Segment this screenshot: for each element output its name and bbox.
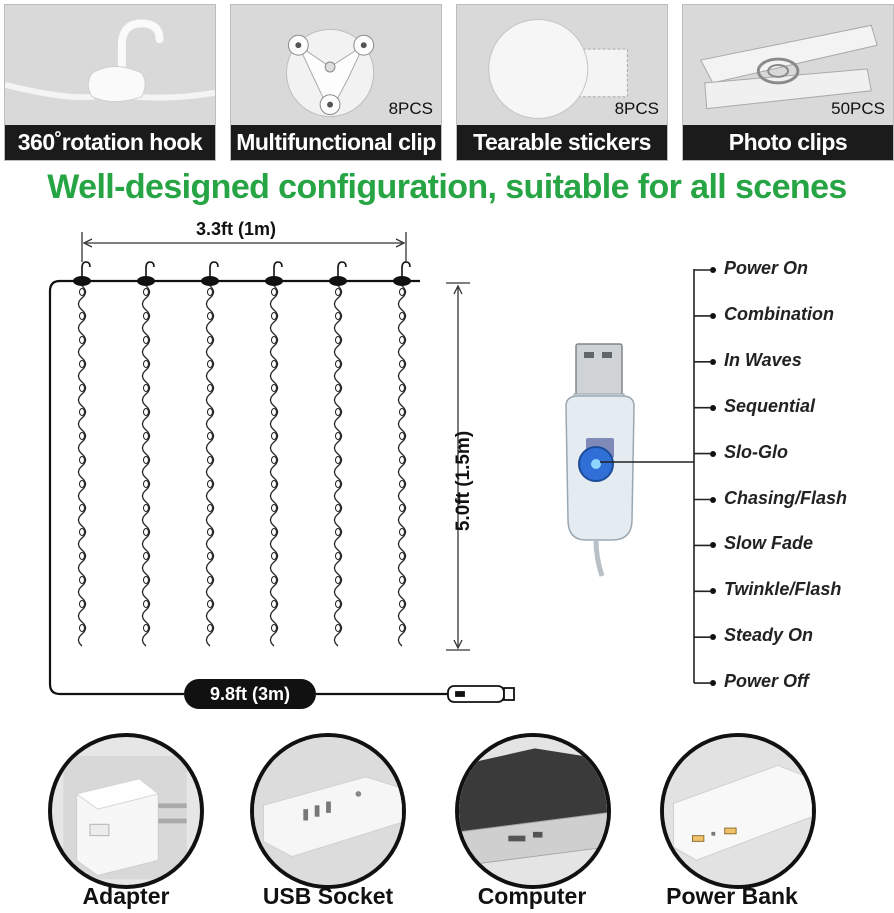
led-bulb xyxy=(336,577,341,584)
clip-icon xyxy=(393,276,411,286)
led-bulb xyxy=(272,505,277,512)
led-bulb xyxy=(80,529,85,536)
led-bulb xyxy=(208,337,213,344)
led-bulb xyxy=(272,289,277,296)
led-bulb xyxy=(336,601,341,608)
led-bulb xyxy=(208,289,213,296)
led-bulb xyxy=(80,457,85,464)
light-strand xyxy=(201,262,219,646)
strand-wire xyxy=(207,286,214,646)
power-source-power-bank xyxy=(660,733,816,889)
led-bulb xyxy=(80,289,85,296)
clip-icon xyxy=(137,276,155,286)
bullet-dot xyxy=(710,313,716,319)
bullet-dot xyxy=(710,451,716,457)
led-bulb xyxy=(144,601,149,608)
led-bulb xyxy=(80,361,85,368)
modes-connector xyxy=(600,255,710,695)
rotation-hook-image xyxy=(5,5,215,127)
led-bulb xyxy=(208,505,213,512)
power-source-label: Power Bank xyxy=(666,883,798,909)
led-bulb xyxy=(336,625,341,632)
height-label: 5.0ft (1.5m) xyxy=(453,430,474,532)
accessory-count: 8PCS xyxy=(614,99,659,118)
accessory-caption: Tearable stickers xyxy=(457,125,667,160)
led-bulb xyxy=(272,361,277,368)
power-source-usb-socket xyxy=(250,733,406,889)
led-bulb xyxy=(208,433,213,440)
led-bulb xyxy=(80,625,85,632)
led-bulb xyxy=(208,577,213,584)
led-bulb xyxy=(80,577,85,584)
led-bulb xyxy=(336,457,341,464)
led-bulb xyxy=(400,481,405,488)
led-bulb xyxy=(272,313,277,320)
bullet-dot xyxy=(710,634,716,640)
led-bulb xyxy=(336,529,341,536)
led-bulb xyxy=(208,481,213,488)
power-source-label: USB Socket xyxy=(262,883,394,909)
light-strand xyxy=(73,262,91,646)
led-bulb xyxy=(336,289,341,296)
led-bulb xyxy=(144,313,149,320)
bullet-dot xyxy=(710,680,716,686)
led-bulb xyxy=(80,409,85,416)
led-bulb xyxy=(336,361,341,368)
hook-icon xyxy=(82,262,90,278)
strand-wire xyxy=(335,286,342,646)
accessory-tile-clip xyxy=(230,4,442,161)
led-bulb xyxy=(336,385,341,392)
led-bulb xyxy=(80,313,85,320)
led-bulb xyxy=(336,553,341,560)
accessory-tile-photo-clips xyxy=(682,4,894,161)
led-bulb xyxy=(400,505,405,512)
strand-wire xyxy=(143,286,150,646)
led-bulb xyxy=(272,553,277,560)
hook-icon xyxy=(338,262,346,278)
clip-icon xyxy=(329,276,347,286)
cable-length-badge: 9.8ft (3m) xyxy=(184,679,316,709)
mode-label: Steady On xyxy=(724,625,814,646)
light-strand xyxy=(137,262,155,646)
led-bulb xyxy=(144,409,149,416)
led-bulb xyxy=(144,457,149,464)
led-bulb xyxy=(336,481,341,488)
led-bulb xyxy=(144,433,149,440)
led-bulb xyxy=(336,337,341,344)
led-bulb xyxy=(80,433,85,440)
bullet-dot xyxy=(710,588,716,594)
led-bulb xyxy=(144,337,149,344)
led-bulb xyxy=(400,385,405,392)
led-bulb xyxy=(144,481,149,488)
main-wire xyxy=(50,281,448,694)
led-bulb xyxy=(400,409,405,416)
led-bulb xyxy=(144,529,149,536)
led-bulb xyxy=(80,481,85,488)
led-bulb xyxy=(80,601,85,608)
accessory-tile-stickers xyxy=(456,4,668,161)
led-bulb xyxy=(400,601,405,608)
accessory-count: 8PCS xyxy=(388,99,433,118)
led-bulb xyxy=(144,385,149,392)
strand-wire xyxy=(271,286,278,646)
mode-label: Power Off xyxy=(724,671,809,692)
bullet-dot xyxy=(710,542,716,548)
accessory-caption: Multifunctional clip xyxy=(231,125,441,160)
clip-icon xyxy=(73,276,91,286)
mode-label: Combination xyxy=(724,303,834,324)
led-bulb xyxy=(144,289,149,296)
mode-label: Slow Fade xyxy=(724,533,814,554)
led-bulb xyxy=(336,505,341,512)
led-bulb xyxy=(400,337,405,344)
light-strand xyxy=(329,262,347,646)
led-bulb xyxy=(208,529,213,536)
mode-label: In Waves xyxy=(724,349,802,370)
led-bulb xyxy=(208,625,213,632)
led-bulb xyxy=(400,433,405,440)
accessory-caption: 360˚rotation hook xyxy=(5,125,215,160)
led-bulb xyxy=(272,529,277,536)
hook-icon xyxy=(210,262,218,278)
usb-socket-image xyxy=(254,737,402,885)
hook-icon xyxy=(146,262,154,278)
led-bulb xyxy=(336,313,341,320)
led-bulb xyxy=(400,361,405,368)
led-bulb xyxy=(80,505,85,512)
led-bulb xyxy=(400,625,405,632)
led-bulb xyxy=(144,577,149,584)
led-bulb xyxy=(400,529,405,536)
mode-label: Chasing/Flash xyxy=(724,487,848,508)
accessory-tile-hook xyxy=(4,4,216,161)
led-bulb xyxy=(272,409,277,416)
led-bulb xyxy=(208,361,213,368)
mode-label: Power On xyxy=(724,258,809,278)
led-bulb xyxy=(272,337,277,344)
power-source-adapter xyxy=(48,733,204,889)
led-bulb xyxy=(272,385,277,392)
mode-label: Slo-Glo xyxy=(724,441,788,462)
led-bulb xyxy=(144,505,149,512)
bullet-dot xyxy=(710,267,716,273)
clip-icon xyxy=(201,276,219,286)
strand-wire xyxy=(399,286,406,646)
power-source-computer xyxy=(455,733,611,889)
mode-label: Twinkle/Flash xyxy=(724,579,842,600)
led-bulb xyxy=(80,337,85,344)
strand-wire xyxy=(79,286,86,646)
hook-icon xyxy=(402,262,410,278)
led-bulb xyxy=(336,409,341,416)
light-strand xyxy=(393,262,411,646)
accessory-caption: Photo clips xyxy=(683,125,893,160)
led-bulb xyxy=(80,385,85,392)
led-bulb xyxy=(336,433,341,440)
power-source-label: Computer xyxy=(477,883,587,909)
led-bulb xyxy=(400,313,405,320)
led-bulb xyxy=(80,553,85,560)
led-bulb xyxy=(208,313,213,320)
width-label: 3.3ft (1m) xyxy=(196,219,277,239)
led-bulb xyxy=(144,361,149,368)
led-bulb xyxy=(208,553,213,560)
led-bulb xyxy=(272,601,277,608)
page-headline: Well-designed configuration, suitable for all scenes xyxy=(47,168,847,206)
led-bulb xyxy=(272,577,277,584)
led-bulb xyxy=(144,553,149,560)
light-strand xyxy=(265,262,283,646)
power-source-label: Adapter xyxy=(82,883,170,909)
led-bulb xyxy=(400,577,405,584)
clip-icon xyxy=(265,276,283,286)
led-bulb xyxy=(208,385,213,392)
mode-label: Sequential xyxy=(724,395,816,416)
hook-icon xyxy=(274,262,282,278)
led-bulb xyxy=(400,553,405,560)
accessory-count: 50PCS xyxy=(831,99,885,118)
bullet-dot xyxy=(710,405,716,411)
led-bulb xyxy=(272,433,277,440)
led-bulb xyxy=(208,601,213,608)
computer-image xyxy=(459,737,607,885)
adapter-image xyxy=(52,737,200,885)
power-bank-image xyxy=(664,737,812,885)
bullet-dot xyxy=(710,359,716,365)
usb-plug-icon xyxy=(448,686,514,702)
led-bulb xyxy=(272,481,277,488)
bullet-dot xyxy=(710,497,716,503)
led-bulb xyxy=(400,289,405,296)
led-bulb xyxy=(272,457,277,464)
led-bulb xyxy=(208,457,213,464)
led-bulb xyxy=(144,625,149,632)
led-bulb xyxy=(272,625,277,632)
led-bulb xyxy=(208,409,213,416)
led-bulb xyxy=(400,457,405,464)
